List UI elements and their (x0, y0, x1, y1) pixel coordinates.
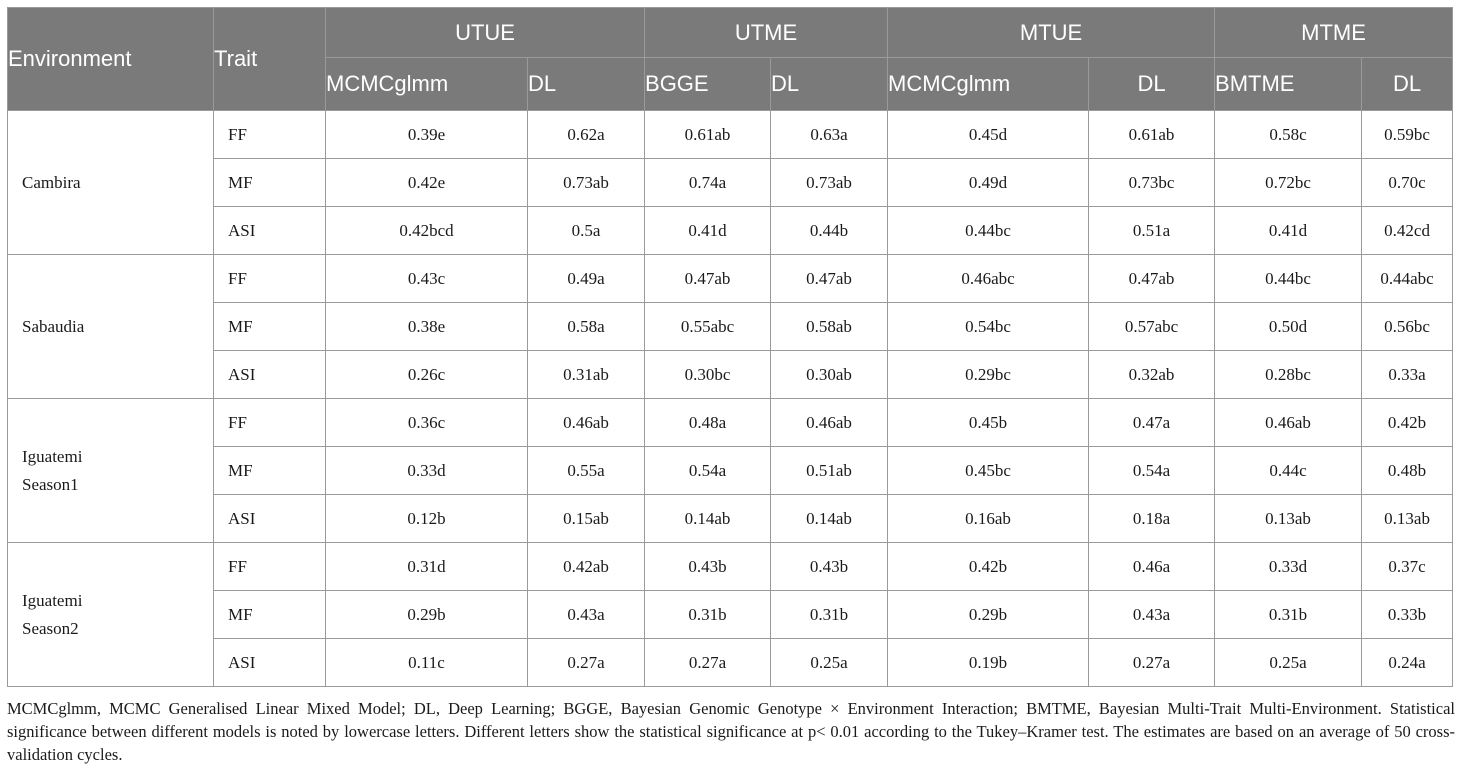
value-cell: 0.61ab (645, 111, 771, 159)
value-cell: 0.5a (528, 207, 645, 255)
environment-cell (8, 111, 214, 255)
environment-name: Iguatemi (22, 446, 83, 466)
trait-cell: ASI (214, 495, 326, 543)
model-header: BGGE (645, 58, 771, 111)
value-cell: 0.29b (326, 591, 528, 639)
value-cell: 0.45bc (888, 447, 1089, 495)
environment-season: Season1 (22, 474, 79, 494)
value-cell: 0.26c (326, 351, 528, 399)
value-cell: 0.49d (888, 159, 1089, 207)
group-header-utue: UTUE (326, 8, 645, 58)
table-body (8, 111, 1453, 687)
value-cell: 0.50d (1215, 303, 1362, 351)
model-header: DL (1362, 58, 1453, 111)
table-row (8, 159, 1453, 207)
value-cell: 0.63a (771, 111, 888, 159)
environment-name: Iguatemi (22, 590, 83, 610)
trait-header: Trait (214, 8, 326, 111)
table-row (8, 399, 1453, 447)
value-cell: 0.55abc (645, 303, 771, 351)
value-cell: 0.13ab (1215, 495, 1362, 543)
table-row (8, 591, 1453, 639)
value-cell: 0.24a (1362, 639, 1453, 687)
value-cell: 0.31b (771, 591, 888, 639)
value-cell: 0.18a (1089, 495, 1215, 543)
value-cell: 0.45b (888, 399, 1089, 447)
value-cell: 0.44abc (1362, 255, 1453, 303)
environment-name: Cambira (22, 172, 81, 192)
model-header: DL (771, 58, 888, 111)
value-cell: 0.25a (1215, 639, 1362, 687)
value-cell: 0.43a (1089, 591, 1215, 639)
value-cell: 0.58c (1215, 111, 1362, 159)
model-header: BMTME (1215, 58, 1362, 111)
value-cell: 0.55a (528, 447, 645, 495)
value-cell: 0.48b (1362, 447, 1453, 495)
value-cell: 0.43c (326, 255, 528, 303)
value-cell: 0.37c (1362, 543, 1453, 591)
value-cell: 0.13ab (1362, 495, 1453, 543)
value-cell: 0.47ab (645, 255, 771, 303)
group-header-mtme: MTME (1215, 8, 1453, 58)
value-cell: 0.70c (1362, 159, 1453, 207)
value-cell: 0.42b (1362, 399, 1453, 447)
value-cell: 0.46ab (528, 399, 645, 447)
value-cell: 0.58ab (771, 303, 888, 351)
value-cell: 0.30bc (645, 351, 771, 399)
value-cell: 0.47a (1089, 399, 1215, 447)
value-cell: 0.51ab (771, 447, 888, 495)
value-cell: 0.56bc (1362, 303, 1453, 351)
value-cell: 0.25a (771, 639, 888, 687)
environment-header: Environment (8, 8, 214, 111)
value-cell: 0.12b (326, 495, 528, 543)
group-header-utme: UTME (645, 8, 888, 58)
value-cell: 0.30ab (771, 351, 888, 399)
trait-cell: ASI (214, 207, 326, 255)
trait-cell: FF (214, 543, 326, 591)
model-header: MCMCglmm (888, 58, 1089, 111)
value-cell: 0.15ab (528, 495, 645, 543)
value-cell: 0.51a (1089, 207, 1215, 255)
trait-cell: FF (214, 399, 326, 447)
environment-name: Sabaudia (22, 316, 85, 336)
value-cell: 0.27a (645, 639, 771, 687)
value-cell: 0.48a (645, 399, 771, 447)
table-row (8, 111, 1453, 159)
value-cell: 0.46ab (771, 399, 888, 447)
value-cell: 0.39e (326, 111, 528, 159)
value-cell: 0.38e (326, 303, 528, 351)
table-row (8, 447, 1453, 495)
value-cell: 0.45d (888, 111, 1089, 159)
value-cell: 0.72bc (1215, 159, 1362, 207)
environment-season: Season2 (22, 618, 79, 638)
model-header: DL (528, 58, 645, 111)
value-cell: 0.33d (326, 447, 528, 495)
value-cell: 0.43a (528, 591, 645, 639)
value-cell: 0.28bc (1215, 351, 1362, 399)
value-cell: 0.47ab (771, 255, 888, 303)
value-cell: 0.46a (1089, 543, 1215, 591)
value-cell: 0.47ab (1089, 255, 1215, 303)
environment-cell (8, 543, 214, 687)
value-cell: 0.42b (888, 543, 1089, 591)
value-cell: 0.57abc (1089, 303, 1215, 351)
value-cell: 0.46ab (1215, 399, 1362, 447)
trait-cell: MF (214, 447, 326, 495)
value-cell: 0.29b (888, 591, 1089, 639)
value-cell: 0.43b (771, 543, 888, 591)
results-table (7, 7, 1453, 687)
trait-cell: ASI (214, 639, 326, 687)
value-cell: 0.33a (1362, 351, 1453, 399)
table-row (8, 207, 1453, 255)
value-cell: 0.31b (645, 591, 771, 639)
value-cell: 0.44bc (1215, 255, 1362, 303)
table-row (8, 495, 1453, 543)
value-cell: 0.42ab (528, 543, 645, 591)
value-cell: 0.14ab (645, 495, 771, 543)
trait-cell: MF (214, 159, 326, 207)
value-cell: 0.73ab (771, 159, 888, 207)
group-header-mtue: MTUE (888, 8, 1215, 58)
value-cell: 0.73bc (1089, 159, 1215, 207)
value-cell: 0.42bcd (326, 207, 528, 255)
value-cell: 0.43b (645, 543, 771, 591)
value-cell: 0.41d (645, 207, 771, 255)
trait-cell: FF (214, 111, 326, 159)
value-cell: 0.44b (771, 207, 888, 255)
value-cell: 0.29bc (888, 351, 1089, 399)
value-cell: 0.16ab (888, 495, 1089, 543)
value-cell: 0.49a (528, 255, 645, 303)
table-row (8, 255, 1453, 303)
value-cell: 0.62a (528, 111, 645, 159)
value-cell: 0.27a (1089, 639, 1215, 687)
value-cell: 0.14ab (771, 495, 888, 543)
value-cell: 0.31b (1215, 591, 1362, 639)
value-cell: 0.36c (326, 399, 528, 447)
value-cell: 0.61ab (1089, 111, 1215, 159)
trait-cell: ASI (214, 351, 326, 399)
value-cell: 0.42e (326, 159, 528, 207)
trait-cell: MF (214, 591, 326, 639)
table-row (8, 303, 1453, 351)
value-cell: 0.73ab (528, 159, 645, 207)
environment-cell (8, 255, 214, 399)
value-cell: 0.33b (1362, 591, 1453, 639)
value-cell: 0.74a (645, 159, 771, 207)
value-cell: 0.31d (326, 543, 528, 591)
value-cell: 0.42cd (1362, 207, 1453, 255)
table-row (8, 543, 1453, 591)
value-cell: 0.54a (1089, 447, 1215, 495)
value-cell: 0.54bc (888, 303, 1089, 351)
model-header: DL (1089, 58, 1215, 111)
value-cell: 0.54a (645, 447, 771, 495)
value-cell: 0.44bc (888, 207, 1089, 255)
value-cell: 0.33d (1215, 543, 1362, 591)
value-cell: 0.44c (1215, 447, 1362, 495)
model-header: MCMCglmm (326, 58, 528, 111)
value-cell: 0.32ab (1089, 351, 1215, 399)
value-cell: 0.31ab (528, 351, 645, 399)
value-cell: 0.41d (1215, 207, 1362, 255)
value-cell: 0.58a (528, 303, 645, 351)
environment-cell (8, 399, 214, 543)
value-cell: 0.59bc (1362, 111, 1453, 159)
table-footnote: MCMCglmm, MCMC Generalised Linear Mixed Model; DL, Deep Learning; BGGE, Bayesian Genomic Genotype × Environment Interaction; BMTME, Bayesian Multi-Trait Multi-Environment. Statistical significance between different models is noted by lowercase letters. Different letters show the statistical significance at p< 0.01 according to the Tukey–Kramer test. The estimates are based on an average of 50 cross-validation cycles. (7, 699, 1455, 764)
value-cell: 0.11c (326, 639, 528, 687)
table-header (8, 8, 1453, 111)
table-row (8, 351, 1453, 399)
value-cell: 0.19b (888, 639, 1089, 687)
table-row (8, 639, 1453, 687)
trait-cell: MF (214, 303, 326, 351)
value-cell: 0.27a (528, 639, 645, 687)
value-cell: 0.46abc (888, 255, 1089, 303)
trait-cell: FF (214, 255, 326, 303)
